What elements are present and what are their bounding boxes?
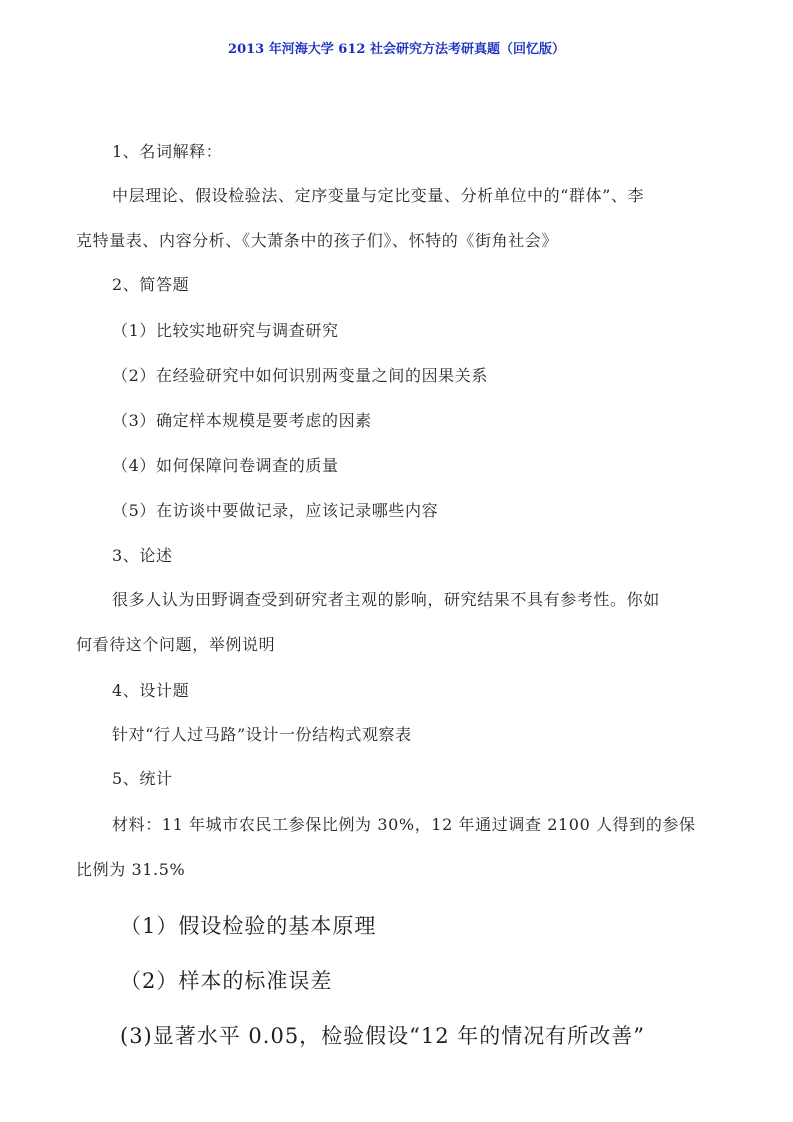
section-5-heading: 5、统计 xyxy=(112,769,173,788)
section-3-text-line-1: 很多人认为田野调查受到研究者主观的影响，研究结果不具有参考性。你如 xyxy=(112,590,660,609)
section-5-item-1: （1）假设检验的基本原理 xyxy=(120,914,377,938)
section-4-text-line-1: 针对“行人过马路”设计一份结构式观察表 xyxy=(112,725,412,744)
section-5-item-3: (3)显著水平 0.05，检验假设“12 年的情况有所改善” xyxy=(120,1024,646,1048)
section-2-item-2: （2）在经验研究中如何识别两变量之间的因果关系 xyxy=(112,366,488,385)
section-3-heading: 3、论述 xyxy=(112,546,173,565)
section-2-item-3: （3）确定样本规模是要考虑的因素 xyxy=(112,411,372,430)
section-1-text-line-2: 克特量表、内容分析、《大萧条中的孩子们》、怀特的《街角社会》 xyxy=(76,231,559,250)
section-3-text-line-2: 何看待这个问题，举例说明 xyxy=(76,635,276,654)
section-2-heading: 2、简答题 xyxy=(112,275,190,294)
section-5-text-line-1: 材料：11 年城市农民工参保比例为 30%，12 年通过调查 2100 人得到的参保 xyxy=(112,815,696,834)
section-1-text-line-1: 中层理论、假设检验法、定序变量与定比变量、分析单位中的“群体”、李 xyxy=(112,186,645,205)
section-2-item-5: （5）在访谈中要做记录，应该记录哪些内容 xyxy=(112,501,439,520)
page-title: 2013 年河海大学 612 社会研究方法考研真题（回忆版） xyxy=(228,42,565,57)
section-2-item-1: （1）比较实地研究与调查研究 xyxy=(112,321,339,340)
section-4-heading: 4、设计题 xyxy=(112,681,190,700)
section-1-heading: 1、名词解释： xyxy=(112,142,223,161)
section-5-item-2: （2）样本的标准误差 xyxy=(120,969,333,993)
section-2-item-4: （4）如何保障问卷调查的质量 xyxy=(112,456,339,475)
section-5-text-line-2: 比例为 31.5% xyxy=(76,860,186,879)
